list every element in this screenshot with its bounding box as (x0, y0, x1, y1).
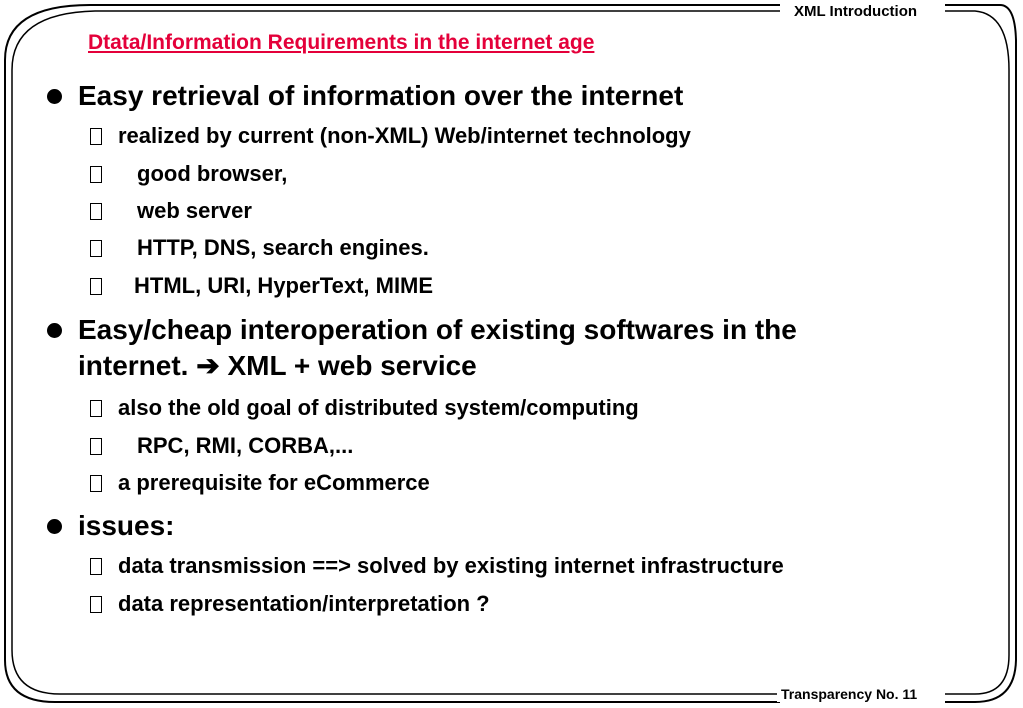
sub-bullet: data transmission ==> solved by existing internet infrastructure (118, 553, 784, 578)
missing-glyph-icon (90, 596, 102, 613)
sub-bullet: realized by current (non-XML) Web/internet technology (118, 123, 691, 148)
missing-glyph-icon (90, 203, 102, 220)
slide-title: Dtata/Information Requirements in the internet age (88, 31, 595, 54)
sub-sub-bullet: good browser, (137, 161, 288, 186)
bullet-2-line2: internet. ➔ XML + web service (78, 350, 477, 381)
sub-bullet: also the old goal of distributed system/computing (118, 395, 639, 420)
missing-glyph-icon (90, 240, 102, 257)
missing-glyph-icon (90, 278, 102, 295)
bullet-1: Easy retrieval of information over the internet (78, 80, 684, 111)
missing-glyph-icon (90, 166, 102, 183)
sub-sub-bullet: web server (137, 198, 252, 223)
bullet-2: Easy/cheap interoperation of existing softwares in the (78, 314, 797, 345)
missing-glyph-icon (90, 475, 102, 492)
sub-bullet: a prerequisite for eCommerce (118, 470, 430, 495)
footer-tag: Transparency No. 11 (777, 686, 921, 702)
bullet-dot (47, 519, 62, 534)
missing-glyph-icon (90, 400, 102, 417)
header-tag: XML Introduction (790, 3, 921, 20)
sub-sub-bullet: RPC, RMI, CORBA,... (137, 433, 354, 458)
bullet-3: issues: (78, 510, 175, 541)
bullet-dot (47, 89, 62, 104)
sub-sub-bullet: HTML, URI, HyperText, MIME (134, 273, 434, 298)
sub-bullet: data representation/interpretation ? (118, 591, 490, 616)
sub-sub-bullet: HTTP, DNS, search engines. (137, 235, 429, 260)
missing-glyph-icon (90, 558, 102, 575)
missing-glyph-icon (90, 128, 102, 145)
bullet-dot (47, 323, 62, 338)
missing-glyph-icon (90, 438, 102, 455)
